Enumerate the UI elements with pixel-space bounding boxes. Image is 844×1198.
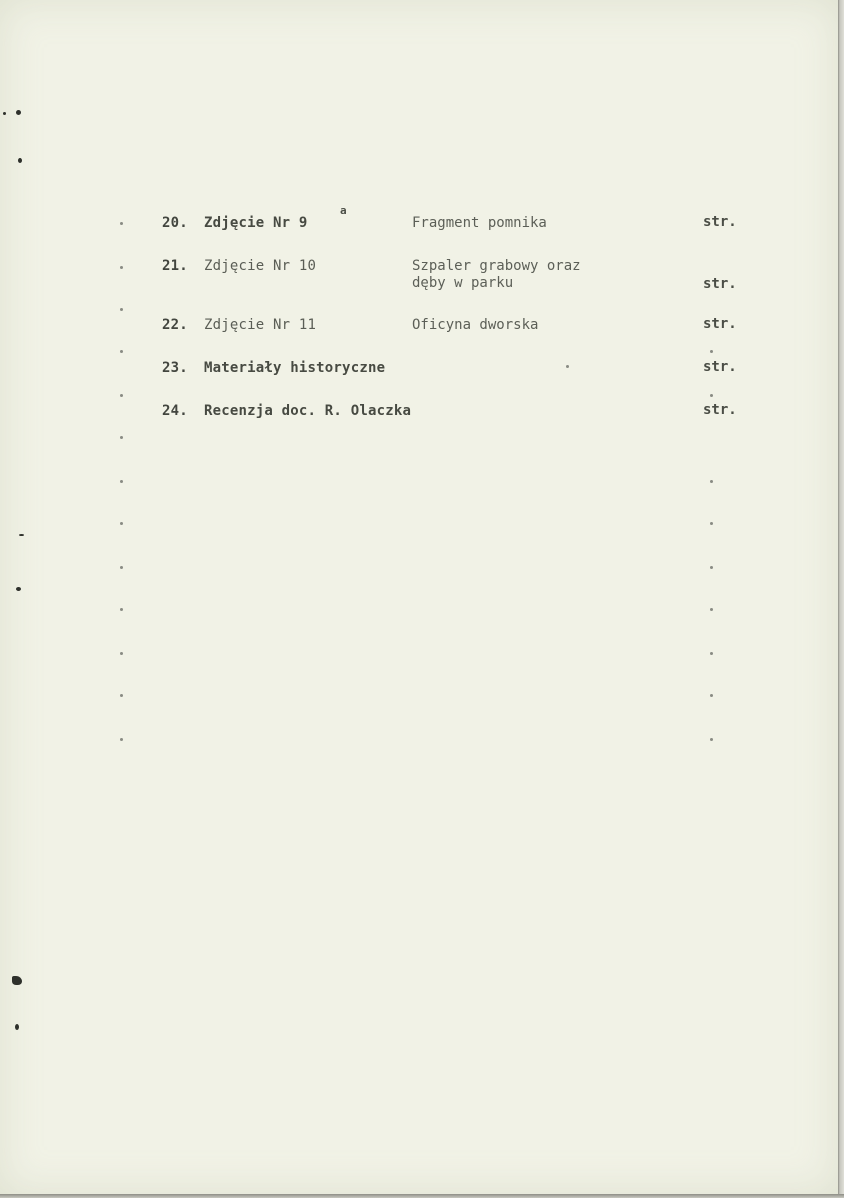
entry-title: Zdjęcie Nr 9 — [204, 215, 308, 231]
binding-hole-mark — [19, 534, 24, 536]
entry-number: 24. — [162, 403, 188, 419]
entry-page-label: str. — [703, 402, 737, 418]
entry-page-label: str. — [703, 214, 737, 230]
margin-dot — [120, 522, 123, 525]
entry-title: Materiały historyczne — [204, 360, 386, 376]
entry-number: 21. — [162, 258, 188, 274]
binding-hole-mark — [12, 976, 22, 985]
margin-dot — [710, 608, 713, 611]
scan-edge-right — [838, 0, 844, 1198]
entry-page-label: str. — [703, 359, 737, 375]
binding-hole-mark — [16, 587, 21, 591]
entry-number: 23. — [162, 360, 188, 376]
margin-dot — [120, 436, 123, 439]
margin-dot — [120, 394, 123, 397]
entry-title: Zdjęcie Nr 10 — [204, 258, 317, 274]
margin-dot — [120, 350, 123, 353]
margin-dot — [710, 652, 713, 655]
margin-dot — [120, 652, 123, 655]
entry-title: Zdjęcie Nr 11 — [204, 317, 317, 333]
entry-number: 20. — [162, 215, 188, 231]
scan-edge-bottom — [0, 1194, 844, 1198]
margin-dot — [710, 522, 713, 525]
margin-dot — [566, 365, 569, 368]
margin-dot — [120, 566, 123, 569]
entry-description: Oficyna dworska — [412, 317, 539, 333]
binding-hole-mark — [18, 158, 22, 163]
margin-dot — [710, 694, 713, 697]
entry-page-label: str. — [703, 316, 737, 332]
margin-dot — [710, 480, 713, 483]
entry-description-line2: dęby w parku — [412, 275, 514, 291]
binding-hole-mark — [3, 112, 6, 115]
entry-title: Recenzja doc. R. Olaczka — [204, 403, 412, 419]
entry-superscript: a — [340, 204, 347, 217]
margin-dot — [120, 738, 123, 741]
entry-number: 22. — [162, 317, 188, 333]
margin-dot — [710, 738, 713, 741]
binding-hole-mark — [15, 1024, 19, 1030]
margin-dot — [120, 608, 123, 611]
margin-dot — [120, 308, 123, 311]
margin-dot — [120, 222, 123, 225]
table-of-contents — [0, 0, 838, 460]
margin-dot — [120, 480, 123, 483]
margin-dot — [710, 394, 713, 397]
entry-description: Fragment pomnika — [412, 215, 547, 231]
binding-hole-mark — [16, 110, 21, 115]
entry-page-label: str. — [703, 276, 737, 292]
margin-dot — [120, 266, 123, 269]
margin-dot — [710, 566, 713, 569]
entry-description: Szpaler grabowy oraz — [412, 258, 581, 274]
margin-dot — [120, 694, 123, 697]
margin-dot — [710, 350, 713, 353]
